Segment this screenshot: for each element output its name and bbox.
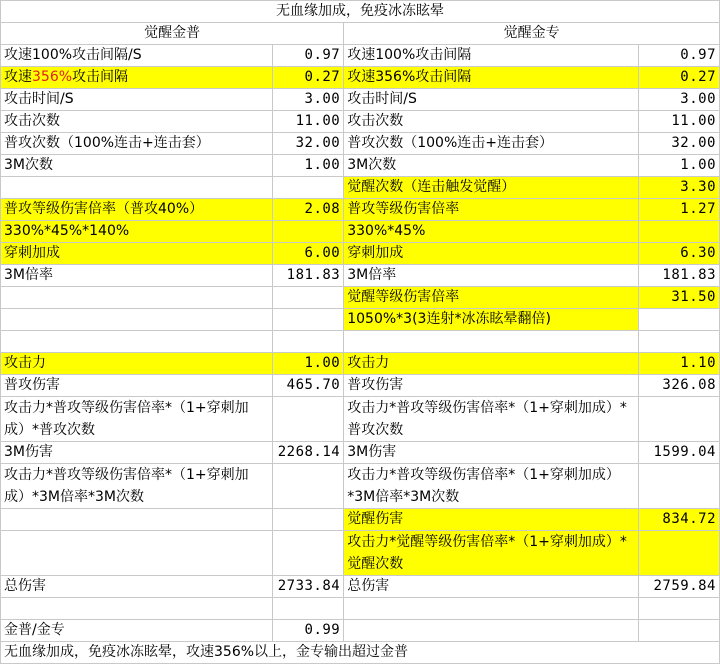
header-right[interactable]: 觉醒金专 — [344, 23, 720, 45]
cell-label[interactable]: 普攻等级伤害倍率（普攻40%） — [1, 199, 273, 221]
empty-cell[interactable] — [273, 221, 344, 243]
empty-cell[interactable] — [273, 309, 344, 331]
empty-cell[interactable] — [273, 464, 344, 509]
table-row — [1, 309, 720, 331]
empty-cell[interactable] — [1, 309, 273, 331]
footer-row — [1, 642, 720, 664]
table-row — [1, 155, 720, 177]
cell-label[interactable]: 攻击次数 — [344, 111, 639, 133]
table-row — [1, 331, 720, 353]
table-row — [1, 442, 720, 464]
cell-label[interactable]: 攻速356%攻击间隔 — [344, 67, 639, 89]
cell-value[interactable]: 0.97 — [638, 45, 719, 67]
cell-label[interactable]: 攻速100%攻击间隔 — [344, 45, 639, 67]
cell-formula[interactable]: 330%*45%*140% — [1, 221, 273, 243]
cell-value[interactable]: 32.00 — [638, 133, 719, 155]
empty-cell[interactable] — [638, 331, 719, 353]
red-highlight-text: 356% — [32, 69, 73, 85]
label-part: 攻速 — [4, 69, 32, 85]
cell-value[interactable]: 0.27 — [273, 67, 344, 89]
empty-cell[interactable] — [1, 531, 273, 576]
cell-label[interactable]: 穿刺加成 — [1, 243, 273, 265]
cell-value[interactable]: 32.00 — [273, 133, 344, 155]
table-row — [1, 111, 720, 133]
table-row — [1, 287, 720, 309]
header-left[interactable]: 觉醒金普 — [1, 23, 344, 45]
cell-label[interactable]: 普攻次数（100%连击+连击套） — [344, 133, 639, 155]
empty-cell[interactable] — [638, 397, 719, 442]
cell-label[interactable] — [1, 67, 273, 89]
cell-label[interactable]: 3M次数 — [1, 155, 273, 177]
empty-cell[interactable] — [273, 397, 344, 442]
cell-value[interactable]: 1.00 — [273, 155, 344, 177]
empty-cell[interactable] — [638, 531, 719, 576]
empty-cell[interactable] — [1, 177, 273, 199]
table-row — [1, 221, 720, 243]
table-row — [1, 375, 720, 397]
table-row — [1, 397, 720, 442]
cell-formula[interactable]: 攻击力*普攻等级伤害倍率*（1+穿刺加成）*3M倍率*3M次数 — [1, 464, 273, 509]
cell-label[interactable]: 3M倍率 — [344, 265, 639, 287]
cell-value[interactable]: 11.00 — [638, 111, 719, 133]
empty-cell[interactable] — [1, 598, 273, 620]
empty-cell[interactable] — [273, 177, 344, 199]
table-row — [1, 265, 720, 287]
cell-formula[interactable]: 攻击力*普攻等级伤害倍率*（1+穿刺加成）*3M倍率*3M次数 — [344, 464, 639, 509]
cell-label[interactable]: 攻击时间/S — [1, 89, 273, 111]
empty-cell[interactable] — [273, 598, 344, 620]
cell-value[interactable]: 2268.14 — [273, 442, 344, 464]
cell-value[interactable]: 3.00 — [638, 89, 719, 111]
cell-label[interactable]: 攻击次数 — [1, 111, 273, 133]
cell-formula[interactable]: 攻击力*普攻等级伤害倍率*（1+穿刺加成）*普攻次数 — [344, 397, 639, 442]
cell-label[interactable]: 穿刺加成 — [344, 243, 639, 265]
table-row — [1, 199, 720, 221]
empty-cell[interactable] — [273, 331, 344, 353]
cell-value[interactable]: 2733.84 — [273, 576, 344, 598]
cell-label[interactable]: 攻击力 — [1, 353, 273, 375]
empty-cell[interactable] — [344, 331, 639, 353]
cell-value[interactable]: 0.27 — [638, 67, 719, 89]
table-row — [1, 620, 720, 642]
table-row — [1, 45, 720, 67]
empty-cell[interactable] — [344, 598, 639, 620]
cell-label[interactable]: 金普/金专 — [1, 620, 273, 642]
empty-cell[interactable] — [1, 287, 273, 309]
cell-value[interactable]: 1.00 — [273, 353, 344, 375]
table-row — [1, 243, 720, 265]
cell-label[interactable]: 攻击时间/S — [344, 89, 639, 111]
cell-value[interactable]: 181.83 — [273, 265, 344, 287]
cell-value[interactable]: 1.10 — [638, 353, 719, 375]
cell-label[interactable]: 3M次数 — [344, 155, 639, 177]
empty-cell[interactable] — [638, 620, 719, 642]
footer-note[interactable]: 无血缘加成，免疫冰冻眩晕，攻速356%以上，金专输出超过金普 — [1, 642, 720, 664]
table-row — [1, 598, 720, 620]
cell-label[interactable]: 普攻伤害 — [1, 375, 273, 397]
cell-label[interactable]: 觉醒等级伤害倍率 — [344, 287, 639, 309]
cell-label[interactable]: 普攻次数（100%连击+连击套） — [1, 133, 273, 155]
cell-label[interactable]: 觉醒次数（连击触发觉醒） — [344, 177, 639, 199]
cell-formula[interactable]: 攻击力*普攻等级伤害倍率*（1+穿刺加成）*普攻次数 — [1, 397, 273, 442]
cell-value[interactable]: 2759.84 — [638, 576, 719, 598]
empty-cell[interactable] — [1, 331, 273, 353]
cell-formula[interactable]: 1050%*3(3连射*冰冻眩晕翻倍) — [344, 309, 639, 331]
table-row — [1, 353, 720, 375]
sheet-title[interactable]: 无血缘加成，免疫冰冻眩晕 — [1, 1, 720, 23]
cell-value[interactable]: 326.08 — [638, 375, 719, 397]
header-row — [1, 23, 720, 45]
cell-label[interactable]: 攻速100%攻击间隔/S — [1, 45, 273, 67]
cell-value[interactable]: 31.50 — [638, 287, 719, 309]
cell-label[interactable]: 觉醒伤害 — [344, 509, 639, 531]
table-row — [1, 133, 720, 155]
cell-value[interactable]: 834.72 — [638, 509, 719, 531]
cell-value[interactable]: 0.97 — [273, 45, 344, 67]
cell-value[interactable]: 11.00 — [273, 111, 344, 133]
table-row — [1, 177, 720, 199]
empty-cell[interactable] — [273, 531, 344, 576]
empty-cell[interactable] — [638, 309, 719, 331]
table-row — [1, 509, 720, 531]
cell-formula[interactable]: 330%*45% — [344, 221, 639, 243]
cell-value[interactable]: 181.83 — [638, 265, 719, 287]
cell-value[interactable]: 0.99 — [273, 620, 344, 642]
cell-label[interactable]: 总伤害 — [1, 576, 273, 598]
empty-cell[interactable] — [1, 509, 273, 531]
empty-cell[interactable] — [638, 464, 719, 509]
cell-value[interactable]: 1.00 — [638, 155, 719, 177]
table-row — [1, 576, 720, 598]
table-row — [1, 89, 720, 111]
empty-cell[interactable] — [273, 509, 344, 531]
empty-cell[interactable] — [638, 221, 719, 243]
cell-label[interactable]: 总伤害 — [344, 576, 639, 598]
cell-value[interactable]: 2.08 — [273, 199, 344, 221]
cell-label[interactable]: 3M倍率 — [1, 265, 273, 287]
cell-value[interactable]: 3.30 — [638, 177, 719, 199]
empty-cell[interactable] — [344, 620, 639, 642]
cell-value[interactable]: 1.27 — [638, 199, 719, 221]
cell-value[interactable]: 6.00 — [273, 243, 344, 265]
table-row — [1, 531, 720, 576]
cell-label[interactable]: 3M伤害 — [1, 442, 273, 464]
title-row — [1, 1, 720, 23]
cell-value[interactable]: 465.70 — [273, 375, 344, 397]
cell-label[interactable]: 普攻伤害 — [344, 375, 639, 397]
label-part: 攻击间隔 — [72, 69, 129, 85]
cell-label[interactable]: 攻击力 — [344, 353, 639, 375]
empty-cell[interactable] — [638, 598, 719, 620]
cell-label[interactable]: 普攻等级伤害倍率 — [344, 199, 639, 221]
cell-value[interactable]: 1599.04 — [638, 442, 719, 464]
table-row — [1, 464, 720, 509]
empty-cell[interactable] — [273, 287, 344, 309]
cell-value[interactable]: 3.00 — [273, 89, 344, 111]
cell-value[interactable]: 6.30 — [638, 243, 719, 265]
cell-label[interactable]: 3M伤害 — [344, 442, 639, 464]
table-row — [1, 67, 720, 89]
cell-formula[interactable]: 攻击力*觉醒等级伤害倍率*（1+穿刺加成）*觉醒次数 — [344, 531, 639, 576]
